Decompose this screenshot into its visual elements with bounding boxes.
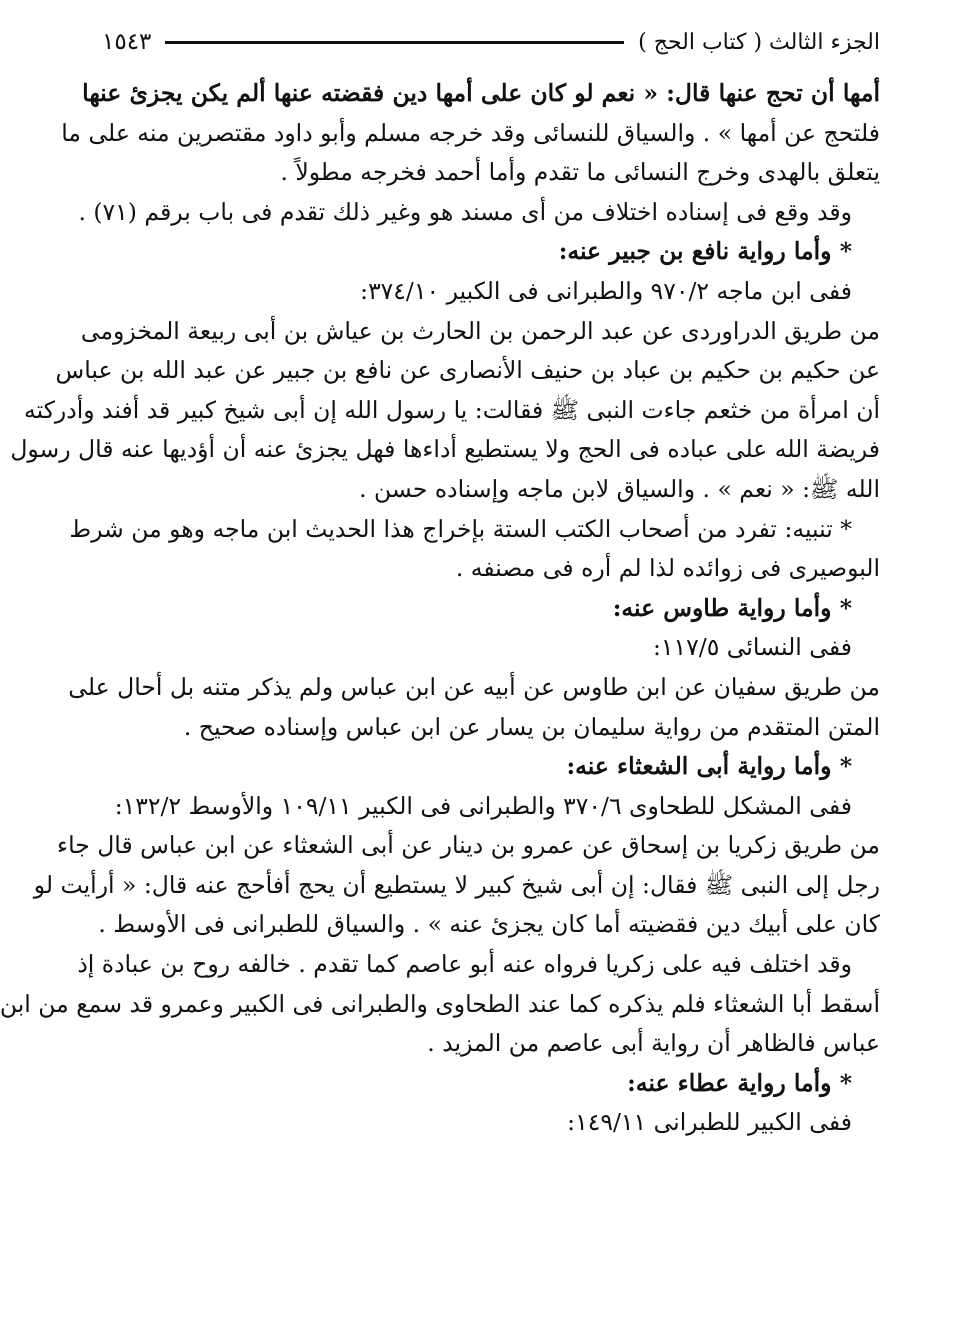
text-line: عن حكيم بن حكيم بن عباد بن حنيف الأنصارى عن نافع بن جبير عن عبد الله بن عباس [55,356,880,385]
text-line: ففى الكبير للطبرانى ١٤٩/١١: [567,1108,852,1137]
running-header [102,22,880,62]
page-number: ١٥٤٣ [102,29,152,55]
running-title: الجزء الثالث ( كتاب الحج ) [638,29,880,55]
text-line: البوصيرى فى زوائده لذا لم أره فى مصنفه . [455,554,880,583]
text-line: وقد وقع فى إسناده اختلاف من أى مسند هو وغير ذلك تقدم فى باب برقم (٧١) . [78,197,852,226]
text-line: كان على أبيك دين فقضيته أما كان يجزئ عنه » . والسياق للطبرانى فى الأوسط . [98,910,880,939]
text-line: عباس فالظاهر أن رواية أبى عاصم من المزيد . [427,1029,880,1058]
text-line: من طريق زكريا بن إسحاق عن عمرو بن دينار عن أبى الشعثاء عن ابن عباس قال جاء [57,831,880,860]
text-line: ففى ابن ماجه ٩٧٠/٢ والطبرانى فى الكبير ٣٧٤/١٠: [360,276,852,305]
text-line: وقد اختلف فيه على زكريا فرواه عنه أبو عاصم كما تقدم . خالفه روح بن عبادة إذ [77,950,852,979]
text-line: من طريق سفيان عن ابن طاوس عن أبيه عن ابن عباس ولم يذكر متنه بل أحال على [68,672,880,701]
text-line: المتن المتقدم من رواية سليمان بن يسار عن ابن عباس وإسناده صحيح . [183,712,880,741]
text-line: ففى النسائى ١١٧/٥: [652,633,852,662]
text-line: من طريق الدراوردى عن عبد الرحمن بن الحارث بن عياش بن أبى ربيعة المخزومى [80,316,880,345]
text-line: * تنبيه: تفرد من أصحاب الكتب الستة بإخراج هذا الحديث ابن ماجه وهو من شرط [69,514,852,543]
section-heading: * وأما رواية نافع بن جبير عنه: [558,237,852,266]
text-line: الله ﷺ: « نعم » . والسياق لابن ماجه وإسناده حسن . [359,474,880,503]
text-line: فلتحج عن أمها » . والسياق للنسائى وقد خرجه مسلم وأبو داود مقتصرين منه على ما [61,118,880,147]
text-line: أمها أن تحج عنها قال: « نعم لو كان على أمها دين فقضته عنها ألم يكن يجزئ عنها [82,79,880,107]
text-line: أن امرأة من خثعم جاءت النبى ﷺ فقالت: يا رسول الله إن أبى شيخ كبير قد أفند وأدركته [24,395,880,424]
section-heading: * وأما رواية عطاء عنه: [627,1068,852,1097]
page-body [0,74,880,1143]
text-line: يتعلق بالهدى وخرج النسائى ما تقدم وأما أحمد فخرجه مطولاً . [280,158,880,187]
text-line: ففى المشكل للطحاوى ٣٧٠/٦ والطبرانى فى الكبير ١٠٩/١١ والأوسط ١٣٢/٢: [114,791,852,820]
header-rule [165,41,624,44]
section-heading: * وأما رواية طاوس عنه: [612,593,852,622]
text-line: أسقط أبا الشعثاء فلم يذكره كما عند الطحاوى والطبرانى فى الكبير وعمرو قد سمع من ابن [0,989,880,1018]
book-page [0,22,880,1143]
section-heading: * وأما رواية أبى الشعثاء عنه: [566,752,852,781]
text-line: رجل إلى النبى ﷺ فقال: إن أبى شيخ كبير لا يستطيع أن يحج أفأحج عنه قال: « أرأيت لو [33,870,880,899]
text-line: فريضة الله على عباده فى الحج ولا يستطيع أداءها فهل يجزئ عنه أن أؤديها عنه قال رسول [10,435,880,464]
